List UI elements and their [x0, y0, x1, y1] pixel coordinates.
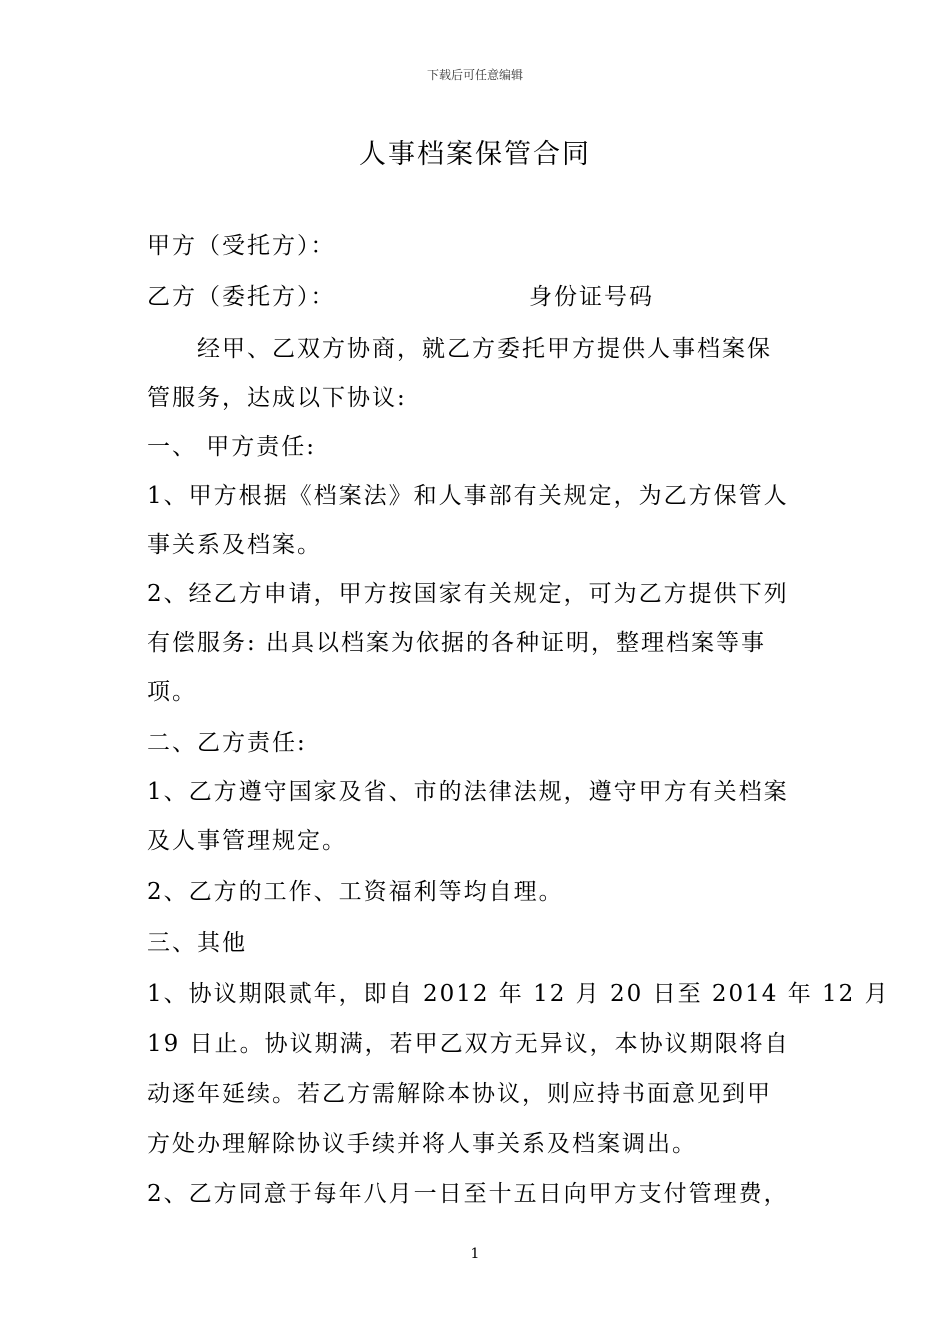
page-number: 1 — [470, 1246, 480, 1262]
id-number-label: 身份证号码 — [529, 284, 654, 310]
paragraph-line: 动逐年延续。若乙方需解除本协议，则应持书面意见到甲 — [147, 1081, 772, 1107]
contract-body — [147, 222, 890, 1232]
paragraph-line: 及人事管理规定。 — [147, 828, 347, 854]
paragraph-line: 项。 — [147, 679, 197, 705]
paragraph-line: 管服务，达成以下协议: — [147, 385, 407, 411]
paragraph-line: 经甲、乙双方协商，就乙方委托甲方提供人事档案保 — [197, 336, 772, 362]
section-heading: 二、乙方责任: — [147, 730, 307, 756]
paragraph-line: 2、乙方的工作、工资福利等均自理。 — [147, 879, 564, 905]
paragraph-line: 2、乙方同意于每年八月一日至十五日向甲方支付管理费， — [147, 1181, 789, 1207]
paragraph-line: 1、乙方遵守国家及省、市的法律法规，遵守甲方有关档案 — [147, 779, 789, 805]
paragraph-line: 2、经乙方申请，甲方按国家有关规定，可为乙方提供下列 — [147, 581, 789, 607]
section-heading: 一、 甲方责任: — [147, 434, 317, 460]
party-b-label: 乙方（委托方）： — [147, 284, 336, 310]
paragraph-line: 1、甲方根据《档案法》和人事部有关规定，为乙方保管人 — [147, 483, 789, 509]
paragraph-line: 1、协议期限贰年，即自 2012 年 12 月 20 日至 2014 年 12 月 — [147, 981, 890, 1007]
paragraph-line: 有偿服务: 出具以档案为依据的各种证明，整理档案等事 — [147, 630, 767, 656]
paragraph-line: 事关系及档案。 — [147, 532, 322, 558]
header-note: 下载后可任意编辑 — [426, 68, 523, 82]
paragraph-line: 方处办理解除协议手续并将人事关系及档案调出。 — [147, 1131, 697, 1157]
paragraph-line: 19 日止。协议期满，若甲乙双方无异议，本协议期限将自 — [147, 1031, 790, 1057]
page-title: 人事档案保管合同 — [359, 139, 591, 170]
party-a-label: 甲方（受托方）： — [147, 233, 336, 259]
section-heading: 三、其他 — [147, 930, 247, 956]
